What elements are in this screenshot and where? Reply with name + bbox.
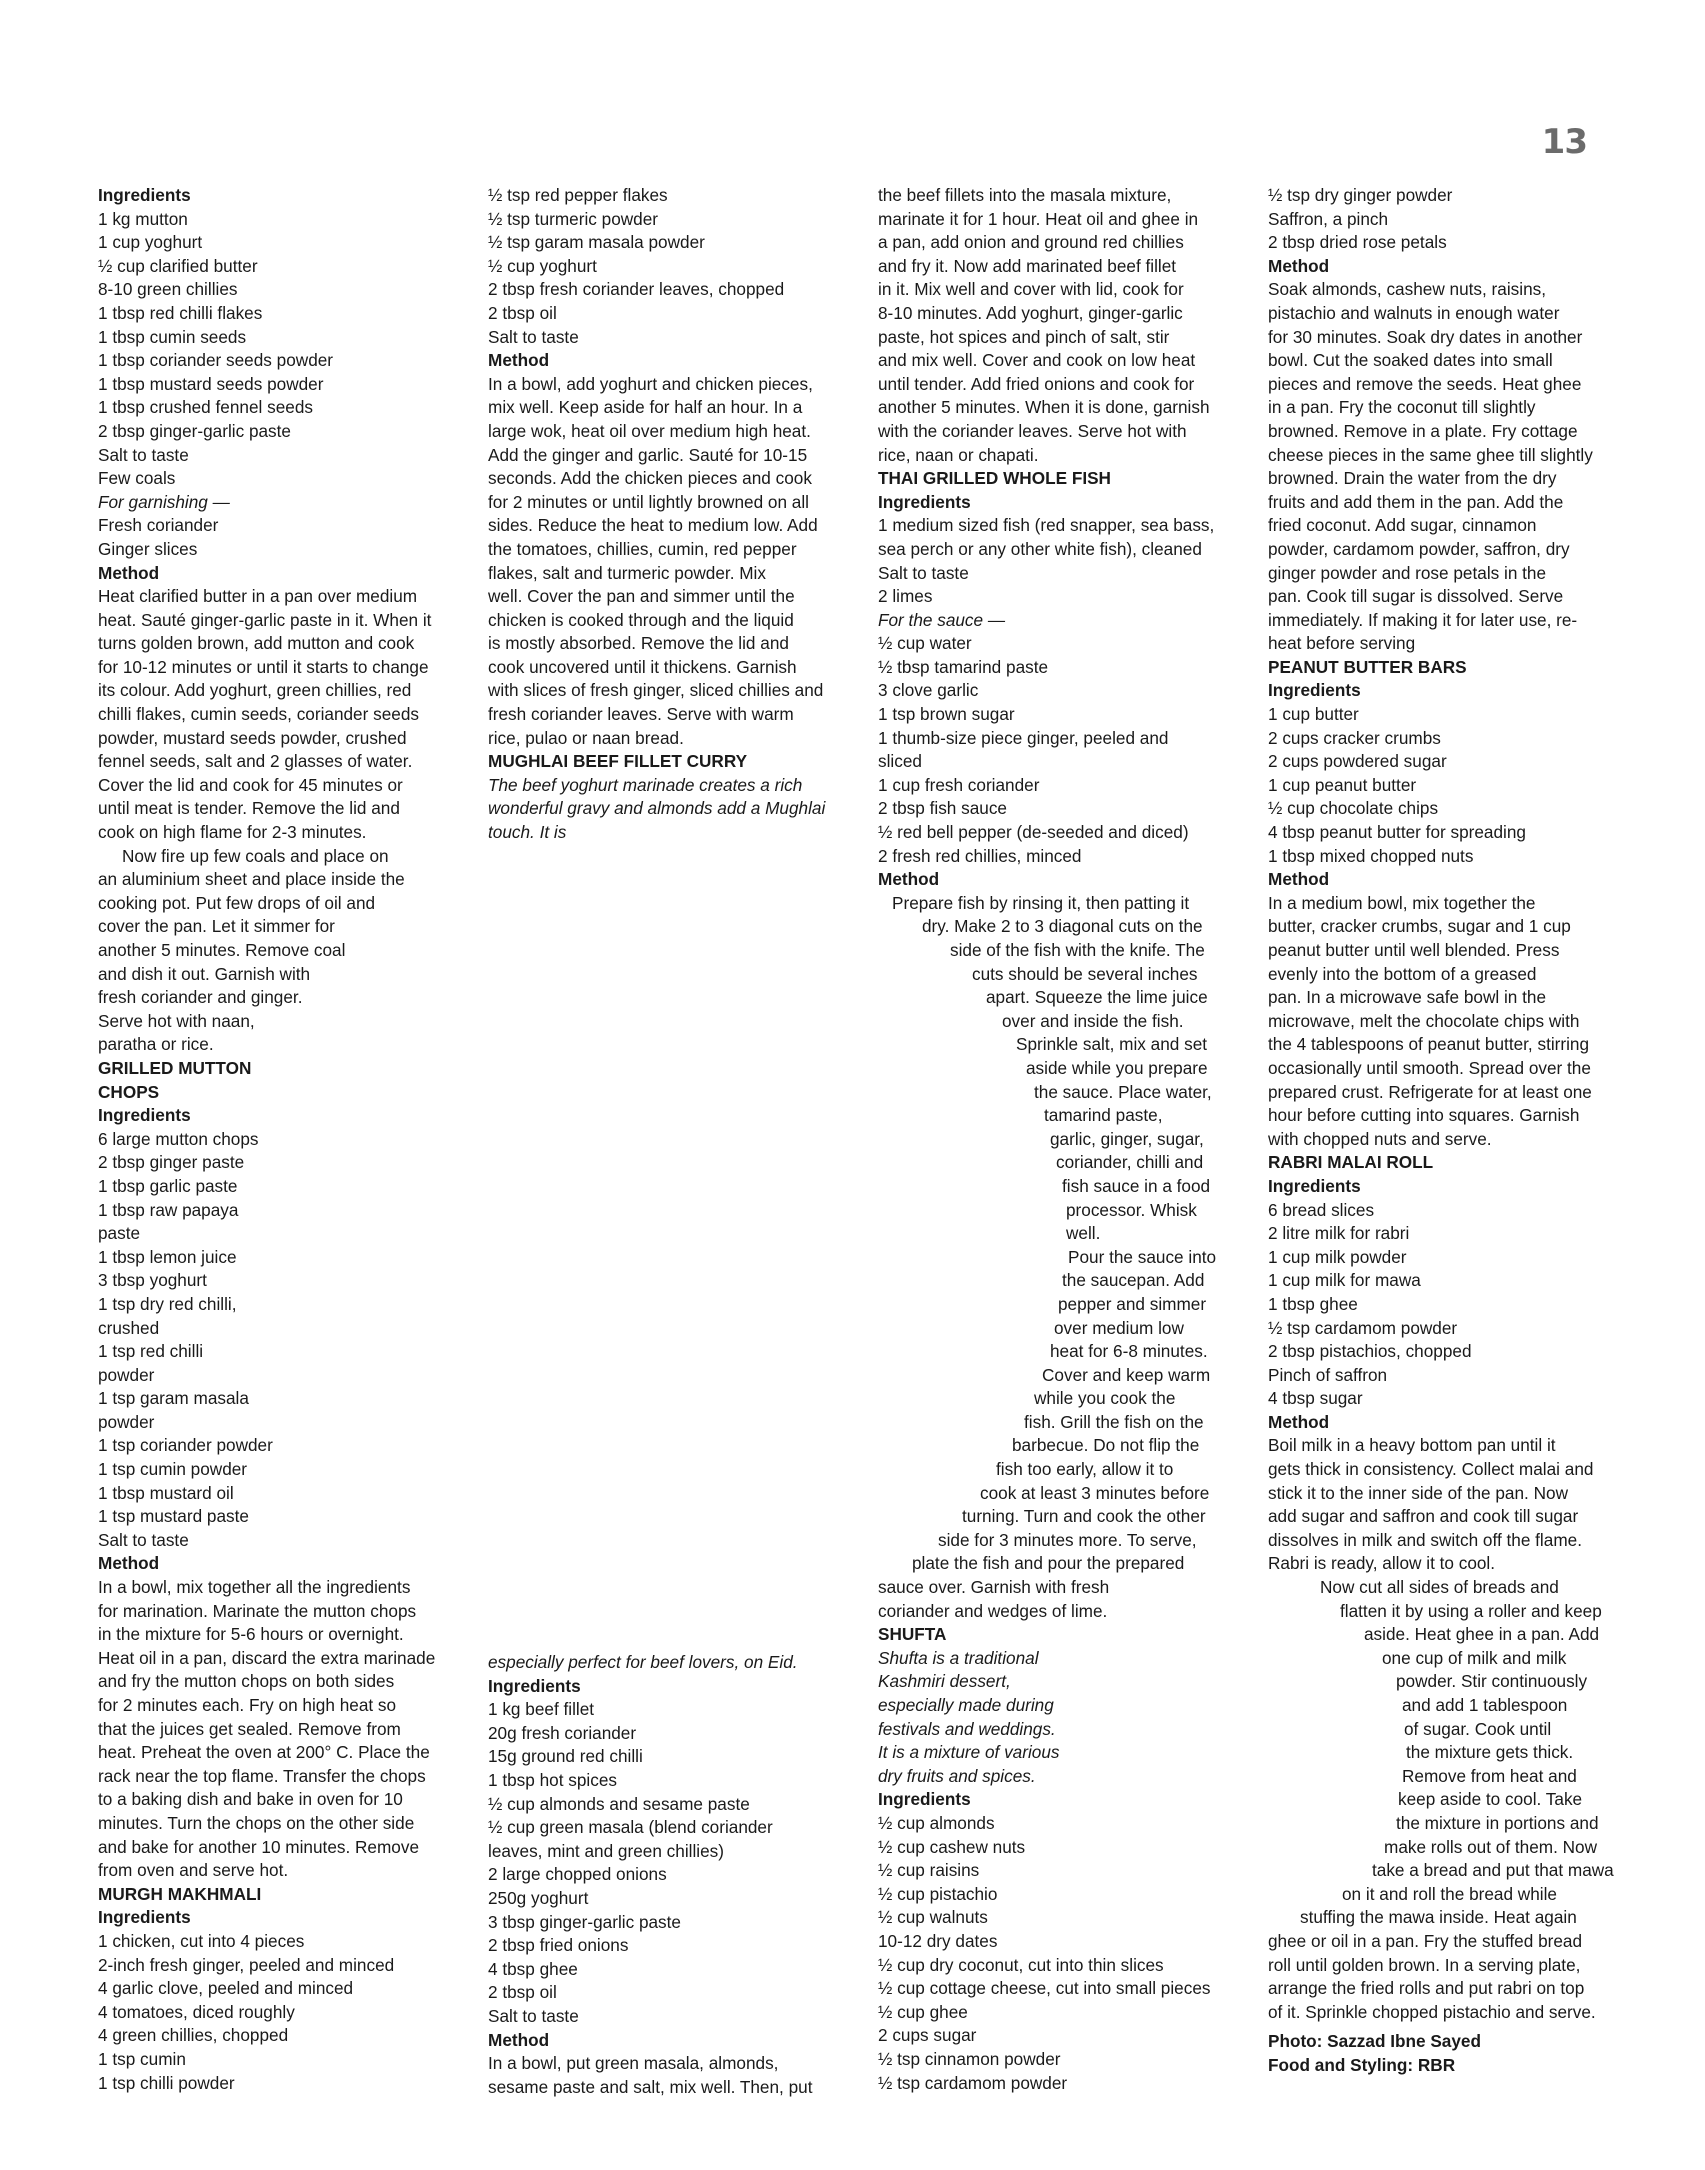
text-line: 2 cups powdered sugar <box>1268 751 1447 772</box>
text-line: ½ cup walnuts <box>878 1907 988 1928</box>
italic-line: wonderful gravy and almonds add a Mughlai <box>488 798 826 819</box>
text-line: paste, hot spices and pinch of salt, stir <box>878 326 1170 347</box>
text-line: the 4 tablespoons of peanut butter, stirring <box>1268 1034 1590 1055</box>
text-line: is mostly absorbed. Remove the lid and <box>488 633 789 654</box>
text-line: rice, naan or chapati. <box>878 444 1039 465</box>
text-line: and add 1 tablespoon <box>1402 1695 1568 1715</box>
text-line: powder, mustard seeds powder, crushed <box>98 727 407 748</box>
text-line: rack near the top flame. Transfer the chops <box>98 1765 426 1786</box>
italic-line: The beef yoghurt marinade creates a rich <box>488 774 803 795</box>
text-line: ½ cup green masala (blend coriander <box>488 1817 773 1838</box>
text-line: the beef fillets into the masala mixture, <box>878 185 1172 205</box>
text-line: paratha or rice. <box>98 1034 214 1055</box>
text-line: on it and roll the bread while <box>1342 1883 1557 1904</box>
text-line: seconds. Add the chicken pieces and cook <box>488 468 812 489</box>
italic-line: especially perfect for beef lovers, on Eid. <box>488 1652 798 1672</box>
text-line: paste <box>98 1223 141 1244</box>
text-line: 1 tbsp coriander seeds powder <box>98 350 334 371</box>
text-line: 1 tsp coriander powder <box>98 1435 273 1456</box>
text-line: fresh coriander and ginger. <box>98 987 303 1008</box>
text-line: ½ tsp garam masala powder <box>488 232 705 253</box>
text-line: ½ tsp red pepper flakes <box>488 185 668 205</box>
text-line: Sprinkle salt, mix and set <box>1016 1034 1208 1055</box>
text-line: Pour the sauce into <box>1068 1246 1217 1267</box>
column-2 <box>488 184 856 845</box>
text-line: mix well. Keep aside for half an hour. In a <box>488 397 803 418</box>
text-line: ginger powder and rose petals in the <box>1268 562 1547 583</box>
heading-line: Method <box>878 869 940 890</box>
text-line: flatten it by using a roller and keep <box>1340 1600 1602 1621</box>
text-line: ½ cup almonds and sesame paste <box>488 1793 750 1814</box>
text-line: sides. Reduce the heat to medium low. Add <box>488 515 818 536</box>
text-line: one cup of milk and milk <box>1382 1647 1567 1668</box>
text-line: garlic, ginger, sugar, <box>1050 1128 1204 1149</box>
text-line: Now cut all sides of breads and <box>1320 1577 1559 1598</box>
text-line: pan. Cook till sugar is dissolved. Serve <box>1268 586 1564 607</box>
text-line: 1 thumb-size piece ginger, peeled and <box>878 727 1169 748</box>
text-line: 250g yoghurt <box>488 1887 589 1908</box>
italic-line: It is a mixture of various <box>878 1742 1060 1763</box>
italic-line: Kashmiri dessert, <box>878 1671 1011 1692</box>
text-line: powder <box>98 1364 155 1385</box>
text-line: Saffron, a pinch <box>1268 208 1389 229</box>
text-line: for 10-12 minutes or until it starts to change <box>98 656 429 677</box>
text-line: over and inside the fish. <box>1002 1010 1184 1031</box>
text-line: 1 tbsp red chilli flakes <box>98 302 263 323</box>
heading-line: Method <box>1268 869 1330 890</box>
text-line: cook at least 3 minutes before <box>980 1482 1210 1503</box>
text-line: ½ cup ghee <box>878 2001 968 2022</box>
text-line: leaves, mint and green chillies) <box>488 1840 724 1861</box>
text-line: the mixture gets thick. <box>1406 1742 1574 1763</box>
text-line: another 5 minutes. When it is done, garnish <box>878 397 1210 418</box>
text-line: in the mixture for 5-6 hours or overnight. <box>98 1624 404 1645</box>
text-line: aside. Heat ghee in a pan. Add <box>1364 1624 1600 1645</box>
text-line: rice, pulao or naan bread. <box>488 727 684 748</box>
heading-line: RABRI MALAI ROLL <box>1268 1152 1434 1173</box>
text-line: ½ red bell pepper (de-seeded and diced) <box>878 822 1189 843</box>
column-2-lower <box>488 1651 856 2099</box>
text-line: for 2 minutes each. Fry on high heat so <box>98 1695 397 1715</box>
text-line: Remove from heat and <box>1402 1765 1577 1786</box>
heading-line: Ingredients <box>98 1907 191 1928</box>
text-line: cook on high flame for 2-3 minutes. <box>98 822 367 843</box>
text-line: bowl. Cut the soaked dates into small <box>1268 350 1553 371</box>
text-line: ½ cup pistachio <box>878 1883 998 1904</box>
text-line: the saucepan. Add <box>1062 1270 1205 1291</box>
heading-line: Method <box>1268 255 1330 276</box>
text-line: ½ tbsp tamarind paste <box>878 656 1049 677</box>
text-line: powder, cardamom powder, saffron, dry <box>1268 538 1570 559</box>
text-line: ½ cup cottage cheese, cut into small pieces <box>878 1978 1211 1999</box>
text-line: sliced <box>878 751 922 772</box>
text-line: a pan, add onion and ground red chillies <box>878 232 1184 253</box>
heading-line: GRILLED MUTTON <box>98 1057 252 1078</box>
text-line: turning. Turn and cook the other <box>962 1506 1206 1527</box>
text-line: Pinch of saffron <box>1268 1364 1388 1385</box>
text-line: heat. Preheat the oven at 200° C. Place the <box>98 1742 430 1763</box>
text-line: evenly into the bottom of a greased <box>1268 963 1537 984</box>
text-line: 1 tbsp lemon juice <box>98 1246 237 1267</box>
text-line: roll until golden brown. In a serving plate, <box>1268 1954 1581 1975</box>
text-line: 4 garlic clove, peeled and minced <box>98 1978 354 1999</box>
text-line: chicken is cooked through and the liquid <box>488 609 794 630</box>
text-line: with chopped nuts and serve. <box>1268 1128 1492 1149</box>
text-line: 1 tbsp raw papaya <box>98 1199 239 1220</box>
text-line: 1 cup milk powder <box>1268 1246 1407 1267</box>
heading-line: Ingredients <box>1268 680 1361 701</box>
text-line: stuffing the mawa inside. Heat again <box>1300 1907 1577 1928</box>
heading-line: CHOPS <box>98 1081 160 1102</box>
text-line: immediately. If making it for later use, re- <box>1268 609 1578 630</box>
text-line: sea perch or any other white fish), cleaned <box>878 538 1202 559</box>
text-line: pistachio and walnuts in enough water <box>1268 302 1560 323</box>
text-line: plate the fish and pour the prepared <box>912 1553 1185 1574</box>
heading-line: PEANUT BUTTER BARS <box>1268 656 1467 677</box>
text-line: and bake for another 10 minutes. Remove <box>98 1836 420 1857</box>
text-line: 1 tsp cumin powder <box>98 1459 248 1480</box>
text-line: well. <box>1066 1223 1101 1244</box>
text-line: for 30 minutes. Soak dry dates in another <box>1268 326 1583 347</box>
text-line: ½ tsp cardamom powder <box>878 2072 1068 2093</box>
text-line: prepared crust. Refrigerate for at least one <box>1268 1081 1592 1102</box>
text-line: well. Cover the pan and simmer until the <box>488 586 795 607</box>
text-line: heat before serving <box>1268 633 1416 654</box>
text-line: 1 tbsp crushed fennel seeds <box>98 397 313 418</box>
text-line: 2-inch fresh ginger, peeled and minced <box>98 1954 395 1975</box>
text-line: 1 tsp brown sugar <box>878 704 1015 725</box>
text-line: 2 fresh red chillies, minced <box>878 845 1082 866</box>
text-line: hour before cutting into squares. Garnish <box>1268 1105 1580 1126</box>
text-line: side for 3 minutes more. To serve, <box>938 1529 1197 1550</box>
text-line: 8-10 green chillies <box>98 279 238 300</box>
text-line: Salt to taste <box>488 326 579 347</box>
text-line: Salt to taste <box>98 444 189 465</box>
text-line: 1 tbsp mustard seeds powder <box>98 373 324 394</box>
text-line: until tender. Add fried onions and cook for <box>878 373 1195 394</box>
italic-line: dry fruits and spices. <box>878 1765 1036 1786</box>
text-line: 2 cups cracker crumbs <box>1268 727 1441 748</box>
text-line: 1 cup yoghurt <box>98 232 203 253</box>
text-line: 1 tsp dry red chilli, <box>98 1293 237 1314</box>
text-line: 1 kg mutton <box>98 208 188 229</box>
text-line: ½ cup cashew nuts <box>878 1836 1026 1857</box>
text-line: ½ cup chocolate chips <box>1268 798 1439 819</box>
text-line: 1 tbsp garlic paste <box>98 1175 238 1196</box>
text-line: large wok, heat oil over medium high heat. <box>488 420 811 441</box>
text-line: 4 tbsp sugar <box>1268 1388 1363 1409</box>
text-line: fruits and add them in the pan. Add the <box>1268 491 1564 512</box>
text-line: aside while you prepare <box>1026 1057 1208 1078</box>
text-line: to a baking dish and bake in oven for 10 <box>98 1789 403 1810</box>
heading-line: Food and Styling: RBR <box>1268 2054 1456 2075</box>
text-line: barbecue. Do not flip the <box>1012 1435 1200 1456</box>
text-line: 3 tbsp ginger-garlic paste <box>488 1911 681 1932</box>
text-line: heat. Sauté ginger-garlic paste in it. When it <box>98 609 432 630</box>
text-line: cheese pieces in the same ghee till slightly <box>1268 444 1593 465</box>
page-number: 13 <box>1541 122 1587 162</box>
text-line: coriander, chilli and <box>1056 1152 1204 1173</box>
text-line: 4 tomatoes, diced roughly <box>98 2001 295 2022</box>
text-line: fish too early, allow it to <box>996 1459 1174 1480</box>
text-line: Ginger slices <box>98 538 198 559</box>
text-line: 1 tsp red chilli <box>98 1341 204 1362</box>
photo-credits <box>1268 2030 1638 2077</box>
text-line: processor. Whisk <box>1066 1199 1197 1220</box>
text-line: Fresh coriander <box>98 515 219 536</box>
italic-line: For garnishing — <box>98 491 230 512</box>
text-line: make rolls out of them. Now <box>1384 1836 1598 1857</box>
text-line: Serve hot with naan, <box>98 1010 255 1031</box>
text-line: 1 tsp cumin <box>98 2048 186 2069</box>
text-line: Prepare fish by rinsing it, then patting it <box>892 892 1190 913</box>
text-line: 6 bread slices <box>1268 1199 1375 1220</box>
text-line: pepper and simmer <box>1058 1293 1207 1314</box>
text-line: Salt to taste <box>878 562 969 583</box>
text-line: minutes. Turn the chops on the other side <box>98 1812 415 1833</box>
text-line: 6 large mutton chops <box>98 1128 259 1149</box>
text-line: over medium low <box>1054 1317 1184 1338</box>
text-line: with the coriander leaves. Serve hot with <box>878 420 1187 441</box>
italic-line: especially made during <box>878 1695 1054 1715</box>
text-line: 2 tbsp ginger-garlic paste <box>98 420 291 441</box>
text-line: 2 tbsp ginger paste <box>98 1152 245 1173</box>
text-line: butter, cracker crumbs, sugar and 1 cup <box>1268 916 1571 937</box>
text-line: dissolves in milk and switch off the flame. <box>1268 1529 1582 1550</box>
text-line: 1 kg beef fillet <box>488 1699 595 1720</box>
text-line: Add the ginger and garlic. Sauté for 10-15 <box>488 444 808 465</box>
text-line: 1 tsp chilli powder <box>98 2072 235 2093</box>
text-line: 1 tbsp ghee <box>1268 1293 1358 1314</box>
heading-line: Ingredients <box>98 185 191 205</box>
text-line: until meat is tender. Remove the lid and <box>98 798 400 819</box>
column-4-body <box>1268 184 1638 2024</box>
text-line: In a bowl, mix together all the ingredients <box>98 1577 411 1598</box>
heading-line: Method <box>488 350 550 371</box>
text-line: 1 cup butter <box>1268 704 1359 725</box>
text-line: Soak almonds, cashew nuts, raisins, <box>1268 279 1546 300</box>
text-line: Few coals <box>98 468 176 489</box>
text-line: ½ cup raisins <box>878 1860 980 1881</box>
text-line: the mixture in portions and <box>1396 1812 1599 1833</box>
text-line: 1 medium sized fish (red snapper, sea bass, <box>878 515 1215 536</box>
text-line: with slices of fresh ginger, sliced chillies and <box>488 680 824 701</box>
text-line: 1 chicken, cut into 4 pieces <box>98 1930 305 1951</box>
text-line: sauce over. Garnish with fresh <box>878 1577 1110 1598</box>
text-line: 8-10 minutes. Add yoghurt, ginger-garlic <box>878 302 1183 323</box>
text-line: ½ tsp cardamom powder <box>1268 1317 1458 1338</box>
heading-line: THAI GRILLED WHOLE FISH <box>878 468 1111 489</box>
column-1 <box>98 184 466 2095</box>
text-line: 2 tbsp fish sauce <box>878 798 1007 819</box>
text-line: 20g fresh coriander <box>488 1722 637 1743</box>
text-line: fish sauce in a food <box>1062 1175 1211 1196</box>
text-line: 2 cups sugar <box>878 2025 977 2046</box>
text-line: keep aside to cool. Take <box>1398 1789 1583 1810</box>
italic-line: For the sauce — <box>878 609 1006 630</box>
text-line: 2 tbsp oil <box>488 302 557 323</box>
text-line: peanut butter until well blended. Press <box>1268 940 1560 960</box>
text-line: ½ tsp cinnamon powder <box>878 2048 1061 2069</box>
text-line: ½ cup water <box>878 633 972 654</box>
text-line: Now fire up few coals and place on <box>122 845 389 866</box>
heading-line: SHUFTA <box>878 1624 947 1645</box>
text-line: 1 tbsp hot spices <box>488 1769 617 1790</box>
text-line: Heat clarified butter in a pan over medium <box>98 586 418 607</box>
text-line: its colour. Add yoghurt, green chillies, red <box>98 680 412 701</box>
italic-line: touch. It is <box>488 822 567 843</box>
text-line: add sugar and saffron and cook till sugar <box>1268 1506 1579 1527</box>
text-line: heat for 6-8 minutes. <box>1050 1341 1208 1362</box>
text-line: Cover and keep warm <box>1042 1364 1211 1385</box>
italic-line: festivals and weddings. <box>878 1718 1056 1739</box>
text-line: in it. Mix well and cover with lid, cook for <box>878 279 1184 300</box>
text-line: powder. Stir continuously <box>1396 1671 1588 1692</box>
text-line: 2 tbsp dried rose petals <box>1268 232 1447 253</box>
text-line: 1 cup peanut butter <box>1268 774 1417 795</box>
text-line: marinate it for 1 hour. Heat oil and ghee in <box>878 208 1199 229</box>
text-line: 1 tbsp cumin seeds <box>98 326 247 347</box>
text-line: 3 clove garlic <box>878 680 979 701</box>
heading-line: Ingredients <box>1268 1175 1361 1196</box>
text-line: cook uncovered until it thickens. Garnish <box>488 656 797 677</box>
heading-line: Method <box>98 1553 160 1574</box>
text-line: and fry the mutton chops on both sides <box>98 1671 395 1692</box>
text-line: Boil milk in a heavy bottom pan until it <box>1268 1435 1556 1456</box>
text-line: 10-12 dry dates <box>878 1930 998 1951</box>
text-line: tamarind paste, <box>1044 1105 1163 1126</box>
text-line: microwave, melt the chocolate chips with <box>1268 1010 1580 1031</box>
text-line: Heat oil in a pan, discard the extra marinade <box>98 1647 436 1668</box>
text-line: 2 tbsp fresh coriander leaves, chopped <box>488 279 785 300</box>
text-line: arrange the fried rolls and put rabri on top <box>1268 1978 1585 1999</box>
heading-line: Method <box>488 2029 550 2050</box>
heading-line: Method <box>1268 1411 1330 1432</box>
text-line: turns golden brown, add mutton and cook <box>98 633 415 654</box>
text-line: pan. In a microwave safe bowl in the <box>1268 987 1547 1008</box>
text-line: for 2 minutes or until lightly browned on all <box>488 491 809 512</box>
text-line: In a medium bowl, mix together the <box>1268 892 1536 913</box>
text-line: and fry it. Now add marinated beef fillet <box>878 255 1177 276</box>
text-line: of it. Sprinkle chopped pistachio and serve. <box>1268 2001 1596 2022</box>
text-line: In a bowl, put green masala, almonds, <box>488 2053 779 2074</box>
text-line: 4 tbsp ghee <box>488 1958 578 1979</box>
text-line: fish. Grill the fish on the <box>1024 1411 1204 1432</box>
text-line: stick it to the inner side of the pan. Now <box>1268 1482 1568 1503</box>
text-line: in a pan. Fry the coconut till slightly <box>1268 397 1536 418</box>
text-line: Salt to taste <box>488 2005 579 2026</box>
text-line: 2 tbsp fried onions <box>488 1935 629 1956</box>
text-line: 1 cup milk for mawa <box>1268 1270 1421 1291</box>
text-line: ½ cup almonds <box>878 1812 995 1833</box>
text-line: an aluminium sheet and place inside the <box>98 869 405 890</box>
text-line: 4 tbsp peanut butter for spreading <box>1268 822 1526 843</box>
text-line: 2 tbsp pistachios, chopped <box>1268 1341 1472 1362</box>
text-line: crushed <box>98 1317 160 1338</box>
text-line: 2 limes <box>878 586 933 607</box>
text-line: ghee or oil in a pan. Fry the stuffed bread <box>1268 1930 1583 1951</box>
text-line: 1 tbsp mixed chopped nuts <box>1268 845 1474 866</box>
text-line: 15g ground red chilli <box>488 1746 643 1767</box>
column-3 <box>878 184 1244 2095</box>
text-line: In a bowl, add yoghurt and chicken pieces, <box>488 373 813 394</box>
text-line: and dish it out. Garnish with <box>98 963 311 984</box>
text-line: ½ tsp dry ginger powder <box>1268 185 1453 205</box>
text-line: cover the pan. Let it simmer for <box>98 916 335 937</box>
heading-line: MUGHLAI BEEF FILLET CURRY <box>488 751 748 772</box>
text-line: ½ cup dry coconut, cut into thin slices <box>878 1954 1164 1975</box>
text-line: for marination. Marinate the mutton chops <box>98 1600 417 1621</box>
text-line: 1 tsp mustard paste <box>98 1506 249 1527</box>
text-line: 1 tbsp mustard oil <box>98 1482 234 1503</box>
text-line: 2 tbsp oil <box>488 1982 557 2003</box>
text-line: powder <box>98 1411 155 1432</box>
text-line: 4 green chillies, chopped <box>98 2025 289 2046</box>
text-line: 2 litre milk for rabri <box>1268 1223 1410 1244</box>
text-line: that the juices get sealed. Remove from <box>98 1718 401 1739</box>
text-line: ½ cup yoghurt <box>488 255 597 276</box>
heading-line: Ingredients <box>878 1789 971 1810</box>
text-line: Cover the lid and cook for 45 minutes or <box>98 774 403 795</box>
text-line: from oven and serve hot. <box>98 1860 289 1881</box>
text-line: another 5 minutes. Remove coal <box>98 940 346 960</box>
text-line: cooking pot. Put few drops of oil and <box>98 892 376 913</box>
heading-line: Photo: Sazzad Ibne Sayed <box>1268 2031 1481 2052</box>
text-line: sesame paste and salt, mix well. Then, put <box>488 2076 813 2097</box>
heading-line: Ingredients <box>98 1105 191 1126</box>
heading-line: Ingredients <box>488 1675 581 1696</box>
text-line: flakes, salt and turmeric powder. Mix <box>488 562 766 583</box>
text-line: browned. Remove in a plate. Fry cottage <box>1268 420 1578 441</box>
heading-line: MURGH MAKHMALI <box>98 1883 262 1904</box>
text-line: apart. Squeeze the lime juice <box>986 987 1208 1008</box>
text-line: 3 tbsp yoghurt <box>98 1270 207 1291</box>
text-line: coriander and wedges of lime. <box>878 1600 1108 1621</box>
text-line: and mix well. Cover and cook on low heat <box>878 350 1196 371</box>
text-line: cuts should be several inches <box>972 963 1198 984</box>
text-line: take a bread and put that mawa <box>1372 1860 1614 1881</box>
text-line: Rabri is ready, allow it to cool. <box>1268 1553 1496 1574</box>
text-line: browned. Drain the water from the dry <box>1268 468 1557 489</box>
text-line: ½ tsp turmeric powder <box>488 208 659 229</box>
text-line: fried coconut. Add sugar, cinnamon <box>1268 515 1537 536</box>
text-line: 1 cup fresh coriander <box>878 774 1040 795</box>
text-line: side of the fish with the knife. The <box>950 940 1205 960</box>
heading-line: Method <box>98 562 160 583</box>
italic-line: Shufta is a traditional <box>878 1647 1039 1668</box>
text-line: dry. Make 2 to 3 diagonal cuts on the <box>922 916 1203 937</box>
text-line: the sauce. Place water, <box>1034 1081 1212 1102</box>
text-line: chilli flakes, cumin seeds, coriander seeds <box>98 704 419 725</box>
text-line: fennel seeds, salt and 2 glasses of water. <box>98 751 413 772</box>
text-line: while you cook the <box>1034 1388 1176 1409</box>
text-line: gets thick in consistency. Collect malai and <box>1268 1459 1594 1480</box>
text-line: occasionally until smooth. Spread over the <box>1268 1057 1591 1078</box>
text-line: Salt to taste <box>98 1529 189 1550</box>
text-line: ½ cup clarified butter <box>98 255 258 276</box>
text-line: the tomatoes, chillies, cumin, red pepper <box>488 538 797 559</box>
text-line: fresh coriander leaves. Serve with warm <box>488 704 794 725</box>
text-line: pieces and remove the seeds. Heat ghee <box>1268 373 1582 394</box>
text-line: of sugar. Cook until <box>1404 1718 1552 1739</box>
text-line: 1 tsp garam masala <box>98 1388 249 1409</box>
text-line: 2 large chopped onions <box>488 1864 667 1885</box>
column-4 <box>1268 184 1638 2078</box>
heading-line: Ingredients <box>878 491 971 512</box>
